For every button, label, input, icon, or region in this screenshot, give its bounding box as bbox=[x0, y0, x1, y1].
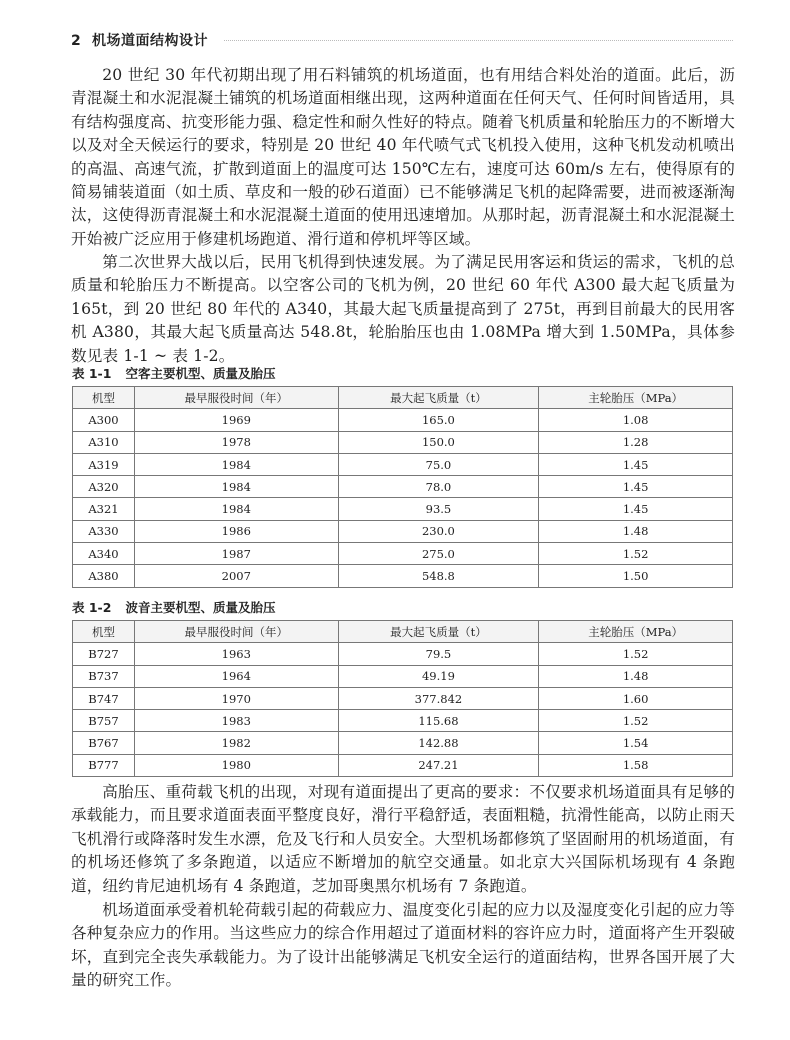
cell-mass: 230.0 bbox=[338, 520, 539, 542]
table-2-caption bbox=[72, 598, 275, 616]
table-row bbox=[73, 754, 733, 776]
cell-pressure: 1.08 bbox=[539, 409, 733, 431]
table-row bbox=[73, 665, 733, 687]
cell-mass: 49.19 bbox=[338, 665, 539, 687]
table-header-row bbox=[73, 621, 733, 643]
cell-pressure: 1.28 bbox=[539, 431, 733, 453]
table-row bbox=[73, 710, 733, 732]
table-row bbox=[73, 498, 733, 520]
cell-pressure: 1.48 bbox=[539, 520, 733, 542]
cell-model: A380 bbox=[73, 565, 135, 587]
cell-mass: 548.8 bbox=[338, 565, 539, 587]
table-2-number: 表 1-2 bbox=[72, 600, 112, 615]
cell-pressure: 1.58 bbox=[539, 754, 733, 776]
cell-pressure: 1.45 bbox=[539, 453, 733, 475]
table-row bbox=[73, 409, 733, 431]
table-row bbox=[73, 520, 733, 542]
cell-pressure: 1.52 bbox=[539, 710, 733, 732]
cell-pressure: 1.52 bbox=[539, 643, 733, 665]
cell-year: 1963 bbox=[134, 643, 338, 665]
col-header-service-year: 最早服役时间（年） bbox=[134, 387, 338, 409]
cell-year: 1980 bbox=[134, 754, 338, 776]
table-header-row bbox=[73, 387, 733, 409]
cell-mass: 93.5 bbox=[338, 498, 539, 520]
cell-year: 1982 bbox=[134, 732, 338, 754]
table-boeing bbox=[72, 620, 733, 777]
col-header-max-takeoff-mass: 最大起飞质量（t） bbox=[338, 621, 539, 643]
table-row bbox=[73, 732, 733, 754]
cell-model: A330 bbox=[73, 520, 135, 542]
cell-model: B767 bbox=[73, 732, 135, 754]
table-2-title: 波音主要机型、质量及胎压 bbox=[125, 600, 276, 615]
cell-year: 1969 bbox=[134, 409, 338, 431]
cell-mass: 165.0 bbox=[338, 409, 539, 431]
cell-model: A321 bbox=[73, 498, 135, 520]
running-header bbox=[71, 30, 733, 50]
table-row bbox=[73, 643, 733, 665]
cell-pressure: 1.48 bbox=[539, 665, 733, 687]
cell-mass: 75.0 bbox=[338, 453, 539, 475]
cell-mass: 247.21 bbox=[338, 754, 539, 776]
cell-mass: 79.5 bbox=[338, 643, 539, 665]
cell-year: 1964 bbox=[134, 665, 338, 687]
cell-year: 2007 bbox=[134, 565, 338, 587]
cell-pressure: 1.52 bbox=[539, 543, 733, 565]
cell-year: 1978 bbox=[134, 431, 338, 453]
cell-pressure: 1.54 bbox=[539, 732, 733, 754]
table-row bbox=[73, 543, 733, 565]
chapter-heading bbox=[71, 30, 208, 50]
cell-mass: 78.0 bbox=[338, 476, 539, 498]
header-dotted-rule bbox=[224, 40, 733, 41]
table-row bbox=[73, 687, 733, 709]
cell-year: 1986 bbox=[134, 520, 338, 542]
cell-model: A310 bbox=[73, 431, 135, 453]
cell-model: B777 bbox=[73, 754, 135, 776]
cell-model: A300 bbox=[73, 409, 135, 431]
cell-mass: 142.88 bbox=[338, 732, 539, 754]
cell-year: 1984 bbox=[134, 476, 338, 498]
table-1-caption bbox=[72, 364, 275, 382]
table-row bbox=[73, 476, 733, 498]
cell-year: 1983 bbox=[134, 710, 338, 732]
table-row bbox=[73, 453, 733, 475]
chapter-number: 2 bbox=[71, 33, 82, 49]
cell-model: A320 bbox=[73, 476, 135, 498]
col-header-tire-pressure: 主轮胎压（MPa） bbox=[539, 621, 733, 643]
cell-year: 1984 bbox=[134, 498, 338, 520]
paragraph-4: 机场道面承受着机轮荷载引起的荷载应力、温度变化引起的应力以及湿度变化引起的应力等各种复杂应力的作用。当这些应力的综合作用超过了道面材料的容许应力时，道面将产生开裂破坏，直到完全丧失承载能力。为了设计出能够满足飞机安全运行的道面结构，世界各国开展了大量的研究工作。 bbox=[71, 901, 735, 990]
paragraph-1: 20 世纪 30 年代初期出现了用石料铺筑的机场道面，也有用结合料处治的道面。此后，沥青混凝土和水泥混凝土铺筑的机场道面相继出现，这两种道面在任何天气、任何时间皆适用，具有结构强度高、抗变形能力强、稳定性和耐久性好的特点。随着飞机质量和轮胎压力的不断增大以及对全天候运行的要求，特别是 20 世纪 40 年代喷气式飞机投入使用，这种飞机发动机喷出的高温、高速气流，扩散到道面上的温度可达 150℃左右，速度可达 60m/s 左右，使得原有的简易铺装道面（如土质、草皮和一般的砂石道面）已不能够满足飞机的起降需要，进而被逐渐淘汰，这使得沥青混凝土和水泥混凝土道面的使用迅速增加。从那时起，沥青混凝土和水泥混凝土开始被广泛应用于修建机场跑道、滑行道和停机坪等区域。 bbox=[71, 66, 735, 248]
cell-mass: 275.0 bbox=[338, 543, 539, 565]
paragraph-3: 高胎压、重荷载飞机的出现，对现有道面提出了更高的要求：不仅要求机场道面具有足够的承载能力，而且要求道面表面平整度良好，滑行平稳舒适，表面粗糙，抗滑性能高，以防止雨天飞机滑行或降落时发生水漂，危及飞行和人员安全。大型机场都修筑了坚固耐用的机场道面，有的机场还修筑了多条跑道，以适应不断增加的航空交通量。如北京大兴国际机场现有 4 条跑道，纽约肯尼迪机场有 4 条跑道，芝加哥奥黑尔机场有 7 条跑道。 bbox=[71, 783, 735, 895]
cell-pressure: 1.45 bbox=[539, 498, 733, 520]
cell-model: A319 bbox=[73, 453, 135, 475]
table-row bbox=[73, 431, 733, 453]
table-1-title: 空客主要机型、质量及胎压 bbox=[125, 366, 276, 381]
cell-pressure: 1.50 bbox=[539, 565, 733, 587]
col-header-service-year: 最早服役时间（年） bbox=[134, 621, 338, 643]
cell-mass: 115.68 bbox=[338, 710, 539, 732]
chapter-title: 机场道面结构设计 bbox=[92, 33, 208, 49]
col-header-model: 机型 bbox=[73, 621, 135, 643]
cell-year: 1987 bbox=[134, 543, 338, 565]
cell-model: B727 bbox=[73, 643, 135, 665]
cell-model: A340 bbox=[73, 543, 135, 565]
col-header-model: 机型 bbox=[73, 387, 135, 409]
cell-year: 1970 bbox=[134, 687, 338, 709]
cell-mass: 150.0 bbox=[338, 431, 539, 453]
col-header-max-takeoff-mass: 最大起飞质量（t） bbox=[338, 387, 539, 409]
cell-pressure: 1.60 bbox=[539, 687, 733, 709]
cell-year: 1984 bbox=[134, 453, 338, 475]
table-1-number: 表 1-1 bbox=[72, 366, 112, 381]
paragraph-2: 第二次世界大战以后，民用飞机得到快速发展。为了满足民用客运和货运的需求，飞机的总质量和轮胎压力不断提高。以空客公司的飞机为例，20 世纪 60 年代 A300 最大起飞质量为 165t，到 20 世纪 80 年代的 A340，其最大起飞质量提高到了 275t，再到目前最大的民用客机 A380，其最大起飞质量高达 548.8t，轮胎胎压也由 1.08MPa 增大到 1.50MPa，具体参数见表 1-1 ~ 表 1-2。 bbox=[71, 253, 735, 365]
cell-model: B757 bbox=[73, 710, 135, 732]
col-header-tire-pressure: 主轮胎压（MPa） bbox=[539, 387, 733, 409]
cell-mass: 377.842 bbox=[338, 687, 539, 709]
cell-model: B737 bbox=[73, 665, 135, 687]
cell-model: B747 bbox=[73, 687, 135, 709]
cell-pressure: 1.45 bbox=[539, 476, 733, 498]
table-airbus bbox=[72, 386, 733, 588]
table-row bbox=[73, 565, 733, 587]
